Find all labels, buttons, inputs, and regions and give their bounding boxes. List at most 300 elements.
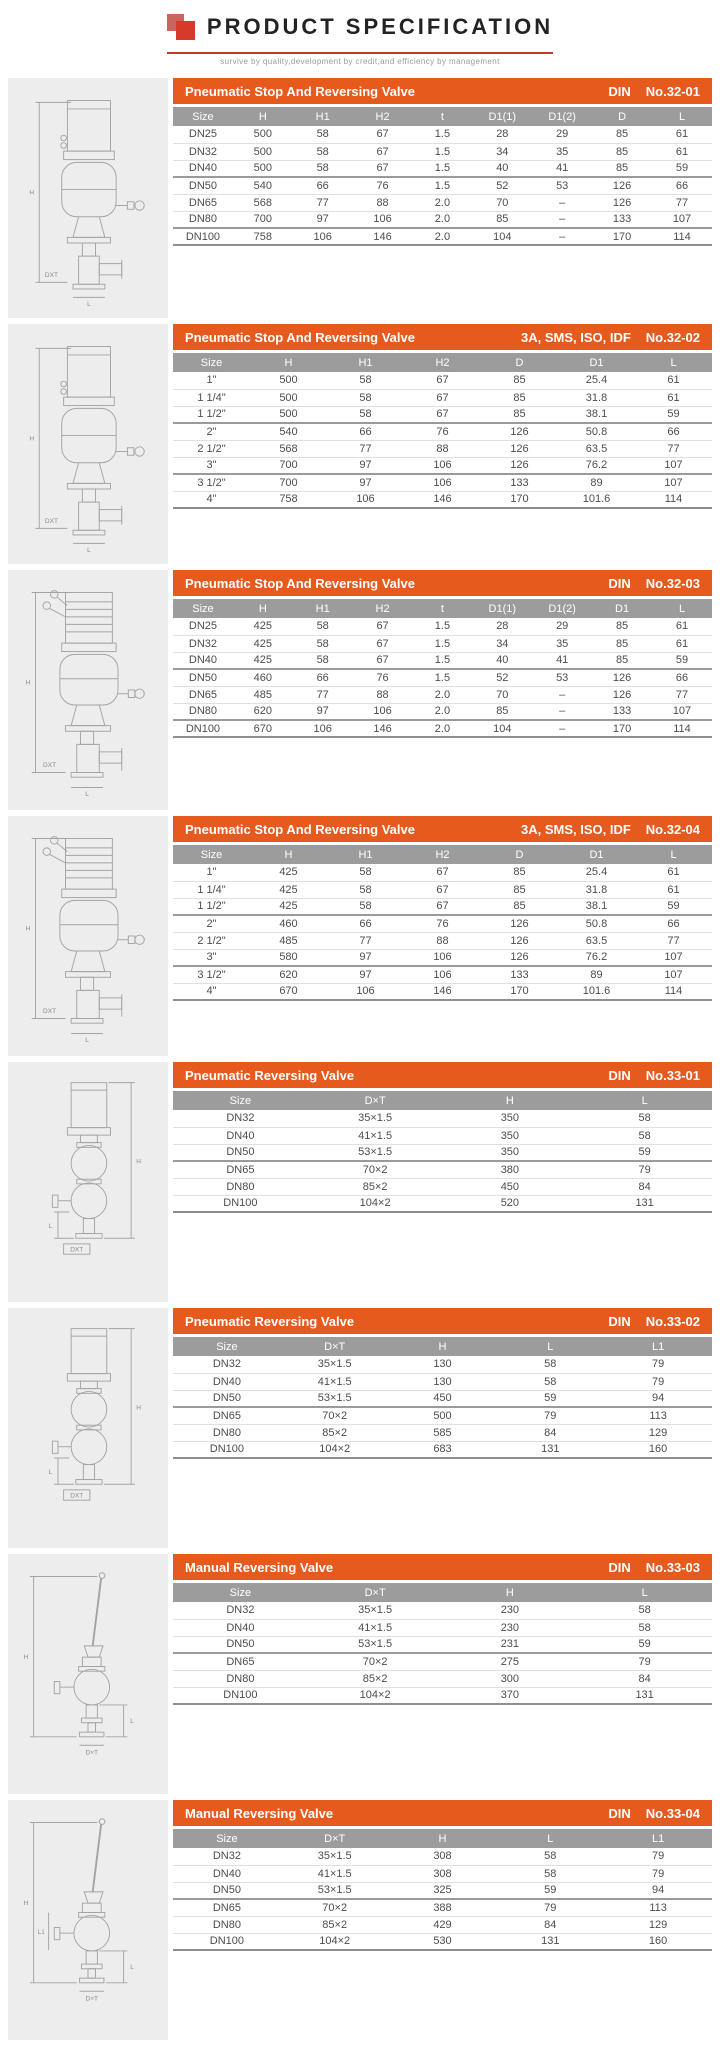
model-number: No.33-03: [645, 1559, 700, 1575]
spec-cell: 1 1/4": [173, 881, 250, 898]
spec-cell: 129: [604, 1916, 712, 1933]
spec-cell: 85: [481, 372, 558, 389]
spec-cell: 126: [592, 686, 652, 703]
spec-cell: 59: [496, 1390, 604, 1407]
spec-section: [8, 324, 712, 564]
dimension-label: H: [23, 1900, 29, 1907]
spec-cell: 133: [481, 966, 558, 983]
column-header: L: [652, 599, 712, 618]
column-header: L: [635, 845, 712, 864]
spec-cell: 58: [293, 635, 353, 652]
spec-cell: 126: [481, 949, 558, 966]
dimension-label: L: [87, 546, 91, 554]
spec-cell: 1.5: [413, 669, 473, 686]
table-row: [173, 1670, 712, 1687]
spec-cell: 29: [532, 618, 592, 635]
spec-cell: DN40: [173, 160, 233, 177]
spec-sections-list: [0, 78, 720, 2040]
column-header: H2: [353, 599, 413, 618]
spec-cell: 231: [443, 1636, 578, 1653]
model-number: No.32-04: [645, 821, 700, 837]
spec-section: [8, 78, 712, 318]
spec-cell: 104×2: [281, 1441, 389, 1458]
column-header: H2: [404, 353, 481, 372]
spec-cell: 59: [652, 652, 712, 669]
column-header: L: [496, 1829, 604, 1848]
dimension-label: DXT: [70, 1246, 84, 1254]
spec-cell: 88: [353, 194, 413, 211]
table-row: [173, 406, 712, 423]
spec-cell: 67: [353, 160, 413, 177]
spec-cell: DN50: [173, 1636, 308, 1653]
column-header: Size: [173, 353, 250, 372]
table-row: [173, 1110, 712, 1127]
spec-cell: 170: [592, 720, 652, 737]
spec-cell: 58: [293, 652, 353, 669]
table-standard-group: [521, 330, 700, 345]
spec-cell: 34: [472, 635, 532, 652]
spec-cell: 758: [250, 491, 327, 508]
spec-cell: 450: [389, 1390, 497, 1407]
spec-cell: –: [532, 211, 592, 228]
table-row: [173, 1373, 712, 1390]
spec-cell: DN32: [173, 1848, 281, 1865]
header-tagline: survive by quality,development by credit,and efficiency by management: [220, 57, 500, 66]
spec-cell: 106: [404, 474, 481, 491]
spec-table: [173, 353, 712, 509]
spec-cell: 350: [443, 1110, 578, 1127]
column-header: L1: [604, 1337, 712, 1356]
table-row: [173, 440, 712, 457]
spec-cell: DN25: [173, 126, 233, 143]
spec-cell: 230: [443, 1619, 578, 1636]
column-header: L: [577, 1091, 712, 1110]
table-row: [173, 915, 712, 932]
spec-cell: 131: [496, 1441, 604, 1458]
spec-cell: 61: [635, 389, 712, 406]
spec-cell: –: [532, 686, 592, 703]
spec-cell: 61: [652, 618, 712, 635]
spec-cell: 3 1/2": [173, 474, 250, 491]
spec-cell: 1 1/4": [173, 389, 250, 406]
spec-cell: 4": [173, 491, 250, 508]
dimension-label: D×T: [85, 1995, 99, 2003]
table-row: [173, 1653, 712, 1670]
table-title-bar: [173, 1308, 712, 1334]
table-row: [173, 1865, 712, 1882]
spec-cell: 66: [652, 669, 712, 686]
table-row: [173, 1144, 712, 1161]
table-row: [173, 491, 712, 508]
spec-table-area: [168, 1062, 712, 1302]
table-row: [173, 1178, 712, 1195]
table-row: [173, 457, 712, 474]
table-title: Pneumatic Stop And Reversing Valve: [185, 329, 415, 345]
table-header-row: [173, 1829, 712, 1848]
spec-cell: 67: [404, 406, 481, 423]
spec-cell: 85×2: [308, 1178, 443, 1195]
spec-cell: 450: [443, 1178, 578, 1195]
spec-cell: 61: [652, 143, 712, 160]
dimension-label: L: [85, 790, 89, 798]
spec-cell: 160: [604, 1933, 712, 1950]
spec-cell: 131: [496, 1933, 604, 1950]
spec-cell: 41: [532, 160, 592, 177]
spec-cell: DN80: [173, 211, 233, 228]
table-standard-group: [608, 576, 700, 591]
dimension-label: L1: [37, 1929, 45, 1937]
spec-cell: DN65: [173, 1407, 281, 1424]
spec-cell: 61: [635, 372, 712, 389]
spec-cell: 126: [481, 915, 558, 932]
spec-cell: 52: [472, 177, 532, 194]
spec-cell: 568: [250, 440, 327, 457]
spec-cell: 41×1.5: [281, 1373, 389, 1390]
spec-cell: 38.1: [558, 406, 635, 423]
spec-cell: 275: [443, 1653, 578, 1670]
spec-cell: 28: [472, 126, 532, 143]
spec-cell: 101.6: [558, 491, 635, 508]
spec-cell: 58: [293, 126, 353, 143]
spec-cell: 53×1.5: [281, 1390, 389, 1407]
spec-cell: 61: [635, 864, 712, 881]
spec-cell: 580: [250, 949, 327, 966]
dimension-label: L: [48, 1222, 53, 1230]
spec-cell: 500: [233, 143, 293, 160]
spec-cell: 84: [577, 1178, 712, 1195]
spec-cell: 1.5: [413, 618, 473, 635]
spec-cell: 2.0: [413, 228, 473, 245]
spec-table-area: [168, 1308, 712, 1548]
spec-cell: DN100: [173, 1687, 308, 1704]
spec-cell: 59: [635, 406, 712, 423]
spec-cell: 107: [635, 457, 712, 474]
spec-cell: 2 1/2": [173, 932, 250, 949]
spec-cell: 67: [353, 652, 413, 669]
spec-cell: 79: [604, 1356, 712, 1373]
table-row: [173, 423, 712, 440]
spec-cell: 585: [389, 1424, 497, 1441]
column-header: H: [233, 107, 293, 126]
column-header: D×T: [281, 1829, 389, 1848]
spec-cell: 25.4: [558, 864, 635, 881]
spec-cell: 76: [353, 177, 413, 194]
table-title-bar: [173, 1062, 712, 1088]
column-header: L: [635, 353, 712, 372]
standard-label: 3A, SMS, ISO, IDF: [521, 329, 631, 345]
spec-cell: 53×1.5: [308, 1636, 443, 1653]
table-row: [173, 618, 712, 635]
spec-cell: –: [532, 194, 592, 211]
header-divider: [167, 52, 553, 54]
spec-cell: 77: [652, 686, 712, 703]
spec-cell: 107: [652, 703, 712, 720]
spec-cell: 485: [250, 932, 327, 949]
valve-drawing: [8, 324, 168, 564]
spec-cell: 58: [496, 1356, 604, 1373]
spec-cell: 38.1: [558, 898, 635, 915]
spec-cell: 50.8: [558, 915, 635, 932]
table-standard-group: [608, 1560, 700, 1575]
spec-cell: 76.2: [558, 457, 635, 474]
spec-cell: 4": [173, 983, 250, 1000]
spec-cell: 77: [327, 440, 404, 457]
spec-cell: 350: [443, 1127, 578, 1144]
spec-cell: 104: [472, 720, 532, 737]
column-header: L: [577, 1583, 712, 1602]
table-row: [173, 1602, 712, 1619]
table-row: [173, 1848, 712, 1865]
spec-cell: 79: [577, 1653, 712, 1670]
spec-cell: 94: [604, 1882, 712, 1899]
standard-label: DIN: [608, 1559, 631, 1575]
spec-cell: 70×2: [281, 1899, 389, 1916]
spec-cell: 425: [250, 864, 327, 881]
table-row: [173, 1195, 712, 1212]
dimension-label: L: [87, 300, 91, 308]
column-header: D1: [592, 599, 652, 618]
dimension-label: DXT: [44, 271, 59, 279]
spec-cell: DN40: [173, 1619, 308, 1636]
spec-cell: 540: [250, 423, 327, 440]
dimension-label: D×T: [85, 1749, 99, 1757]
spec-cell: 133: [481, 474, 558, 491]
pneumatic-stop-valve-drawing-icon: [13, 85, 163, 311]
spec-cell: 40: [472, 160, 532, 177]
spec-cell: 620: [233, 703, 293, 720]
spec-cell: 59: [496, 1882, 604, 1899]
spec-cell: 66: [293, 177, 353, 194]
spec-cell: DN100: [173, 1195, 308, 1212]
spec-cell: 170: [592, 228, 652, 245]
spec-cell: DN80: [173, 1424, 281, 1441]
spec-cell: 106: [293, 720, 353, 737]
table-title-bar: [173, 816, 712, 842]
spec-cell: 41×1.5: [308, 1127, 443, 1144]
spec-cell: 76: [404, 915, 481, 932]
spec-cell: 1": [173, 372, 250, 389]
spec-cell: 500: [233, 126, 293, 143]
spec-cell: 130: [389, 1373, 497, 1390]
spec-cell: 131: [577, 1195, 712, 1212]
spec-cell: 34: [472, 143, 532, 160]
spec-cell: 429: [389, 1916, 497, 1933]
dimension-label: L: [85, 1036, 89, 1044]
spec-cell: 58: [293, 143, 353, 160]
spec-cell: 300: [443, 1670, 578, 1687]
pneumatic-reversing-valve-drawing-icon: [13, 1069, 163, 1295]
spec-cell: 66: [635, 423, 712, 440]
column-header: D: [592, 107, 652, 126]
spec-cell: 70×2: [308, 1161, 443, 1178]
table-row: [173, 949, 712, 966]
valve-drawing: [8, 1062, 168, 1302]
column-header: Size: [173, 1091, 308, 1110]
table-row: [173, 1619, 712, 1636]
column-header: D1: [558, 845, 635, 864]
spec-cell: 28: [472, 618, 532, 635]
spec-cell: 106: [327, 983, 404, 1000]
table-title-bar: [173, 78, 712, 104]
column-header: H: [233, 599, 293, 618]
table-standard-group: [608, 1068, 700, 1083]
spec-cell: DN25: [173, 618, 233, 635]
pneumatic-stop-valve-drawing-icon: [13, 823, 163, 1049]
table-row: [173, 194, 712, 211]
spec-cell: –: [532, 720, 592, 737]
spec-cell: 350: [443, 1144, 578, 1161]
spec-cell: 106: [404, 966, 481, 983]
spec-cell: 35×1.5: [281, 1848, 389, 1865]
table-row: [173, 652, 712, 669]
table-title: Pneumatic Stop And Reversing Valve: [185, 83, 415, 99]
spec-cell: 2.0: [413, 703, 473, 720]
spec-cell: 58: [327, 389, 404, 406]
spec-cell: 85: [472, 703, 532, 720]
spec-cell: 40: [472, 652, 532, 669]
spec-cell: 107: [635, 949, 712, 966]
spec-cell: DN40: [173, 1373, 281, 1390]
spec-cell: 85×2: [281, 1424, 389, 1441]
standard-label: DIN: [608, 1805, 631, 1821]
table-header-row: [173, 845, 712, 864]
spec-cell: 1 1/2": [173, 406, 250, 423]
spec-cell: 425: [250, 898, 327, 915]
spec-cell: 79: [577, 1161, 712, 1178]
table-row: [173, 143, 712, 160]
spec-cell: 170: [481, 491, 558, 508]
spec-cell: 58: [327, 864, 404, 881]
spec-cell: 107: [635, 966, 712, 983]
spec-cell: 1.5: [413, 177, 473, 194]
column-header: D1(2): [532, 107, 592, 126]
spec-cell: DN80: [173, 1916, 281, 1933]
spec-cell: 101.6: [558, 983, 635, 1000]
spec-cell: 85: [481, 881, 558, 898]
table-row: [173, 1424, 712, 1441]
table-header-row: [173, 107, 712, 126]
spec-cell: 106: [327, 491, 404, 508]
spec-cell: DN32: [173, 635, 233, 652]
spec-cell: 79: [604, 1865, 712, 1882]
spec-cell: 58: [577, 1110, 712, 1127]
spec-cell: 126: [481, 423, 558, 440]
table-title: Manual Reversing Valve: [185, 1559, 334, 1575]
spec-cell: 500: [250, 372, 327, 389]
dimension-label: L: [48, 1468, 53, 1476]
spec-cell: 97: [327, 457, 404, 474]
table-row: [173, 1356, 712, 1373]
spec-cell: DN50: [173, 1882, 281, 1899]
column-header: H1: [293, 599, 353, 618]
spec-cell: DN80: [173, 1670, 308, 1687]
spec-cell: 2.0: [413, 211, 473, 228]
spec-cell: 84: [496, 1916, 604, 1933]
valve-drawing: [8, 570, 168, 810]
spec-cell: 35: [532, 143, 592, 160]
standard-label: DIN: [608, 1067, 631, 1083]
spec-cell: 670: [233, 720, 293, 737]
spec-cell: 425: [233, 618, 293, 635]
dimension-label: DXT: [70, 1492, 84, 1500]
spec-cell: 568: [233, 194, 293, 211]
spec-cell: DN40: [173, 652, 233, 669]
spec-cell: DN50: [173, 669, 233, 686]
spec-cell: 126: [481, 932, 558, 949]
spec-cell: 113: [604, 1899, 712, 1916]
table-row: [173, 126, 712, 143]
column-header: D: [481, 845, 558, 864]
dimension-label: DXT: [44, 517, 59, 525]
spec-cell: 2": [173, 915, 250, 932]
spec-cell: 85: [592, 126, 652, 143]
spec-cell: 66: [635, 915, 712, 932]
spec-cell: 79: [496, 1899, 604, 1916]
spec-cell: 520: [443, 1195, 578, 1212]
table-title-bar: [173, 324, 712, 350]
spec-cell: 58: [496, 1848, 604, 1865]
spec-cell: 58: [496, 1865, 604, 1882]
spec-cell: 530: [389, 1933, 497, 1950]
table-row: [173, 1441, 712, 1458]
spec-cell: 388: [389, 1899, 497, 1916]
spec-cell: 77: [652, 194, 712, 211]
spec-cell: 325: [389, 1882, 497, 1899]
model-number: No.32-01: [645, 83, 700, 99]
spec-cell: 106: [404, 949, 481, 966]
spec-cell: 77: [635, 932, 712, 949]
column-header: L: [496, 1337, 604, 1356]
brand-block: [167, 12, 553, 66]
spec-cell: 58: [327, 372, 404, 389]
spec-section: [8, 1554, 712, 1794]
spec-cell: 131: [577, 1687, 712, 1704]
spec-cell: 25.4: [558, 372, 635, 389]
spec-cell: 380: [443, 1161, 578, 1178]
column-header: H1: [293, 107, 353, 126]
spec-cell: 53: [532, 177, 592, 194]
spec-cell: 308: [389, 1848, 497, 1865]
spec-cell: 94: [604, 1390, 712, 1407]
spec-cell: 146: [404, 491, 481, 508]
spec-cell: DN50: [173, 1144, 308, 1161]
spec-cell: 84: [577, 1670, 712, 1687]
spec-table: [173, 1337, 712, 1459]
spec-cell: DN100: [173, 720, 233, 737]
model-number: No.33-02: [645, 1313, 700, 1329]
spec-cell: 58: [327, 881, 404, 898]
model-number: No.32-02: [645, 329, 700, 345]
column-header: D1(1): [472, 599, 532, 618]
spec-cell: 70×2: [308, 1653, 443, 1670]
dimension-label: H: [25, 679, 31, 687]
spec-table: [173, 1583, 712, 1705]
table-row: [173, 881, 712, 898]
spec-cell: 67: [353, 618, 413, 635]
spec-cell: 58: [577, 1619, 712, 1636]
spec-cell: 425: [250, 881, 327, 898]
spec-cell: DN100: [173, 1933, 281, 1950]
dimension-label: H: [23, 1654, 29, 1661]
spec-cell: 308: [389, 1865, 497, 1882]
table-title: Manual Reversing Valve: [185, 1805, 334, 1821]
column-header: Size: [173, 845, 250, 864]
spec-cell: 133: [592, 703, 652, 720]
spec-cell: DN50: [173, 1390, 281, 1407]
model-number: No.33-04: [645, 1805, 700, 1821]
spec-cell: 97: [327, 949, 404, 966]
dimension-label: DXT: [43, 761, 57, 769]
